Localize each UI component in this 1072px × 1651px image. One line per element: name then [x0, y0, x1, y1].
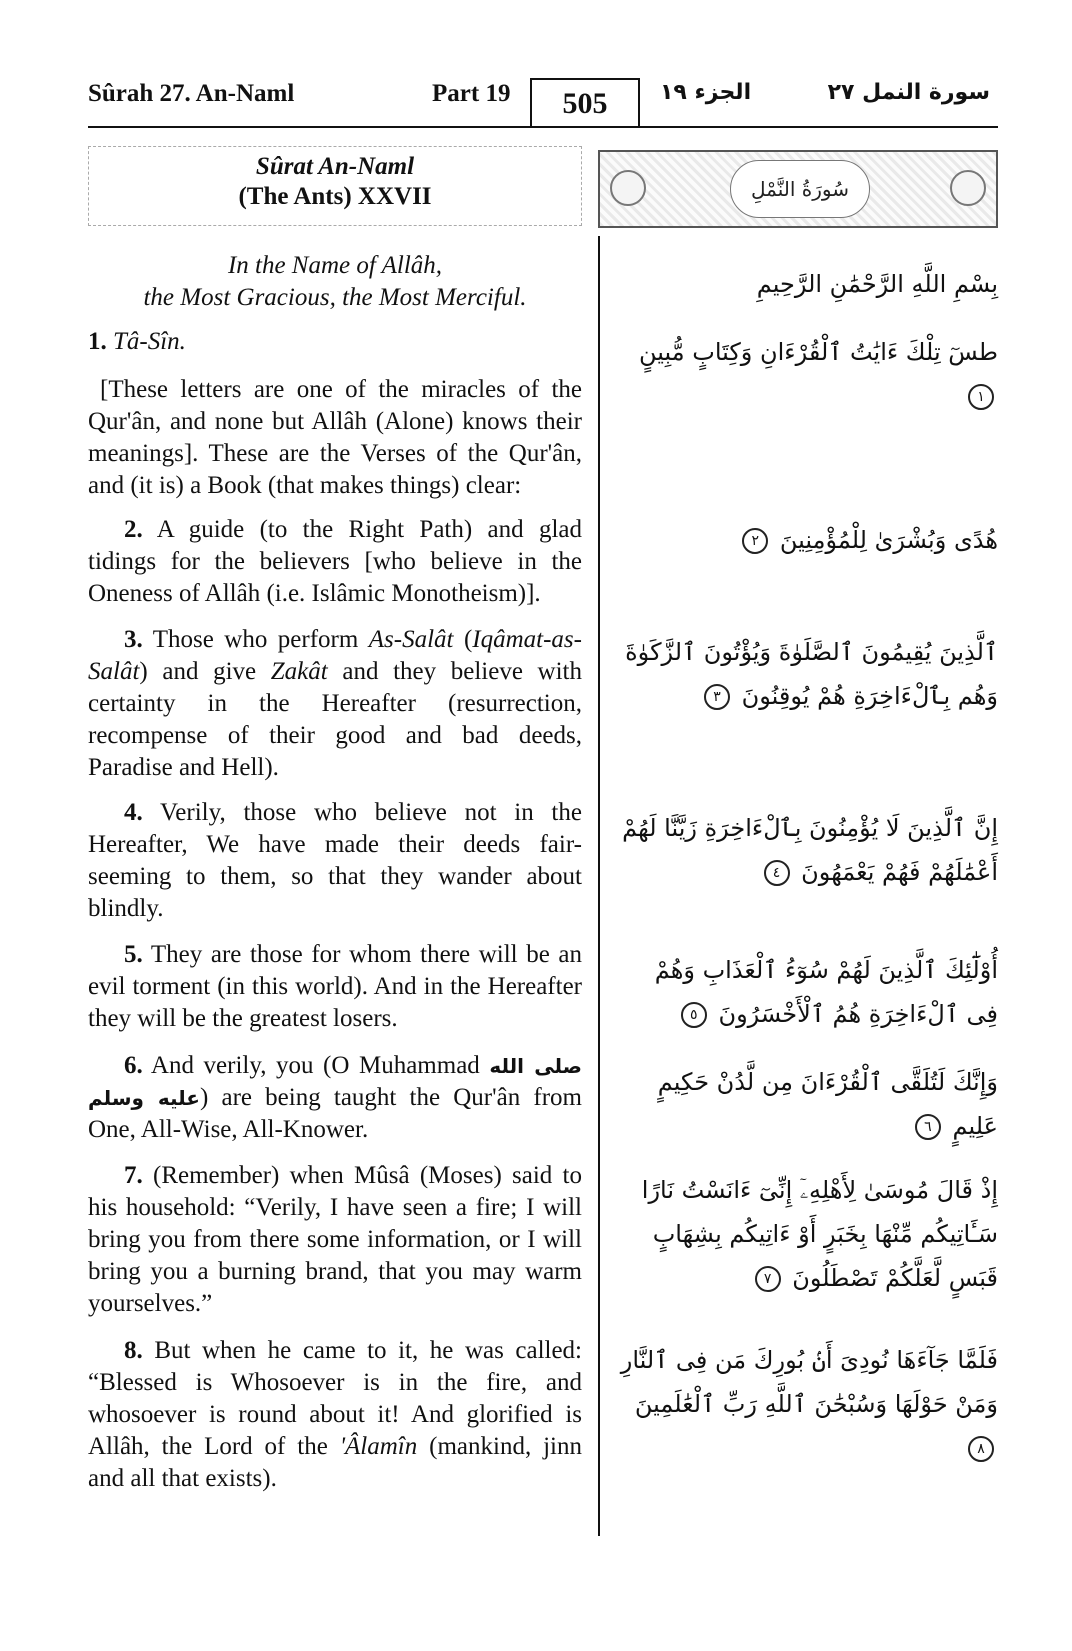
arabic-text: ٱلَّذِينَ يُقِيمُونَ ٱلصَّلَوٰةَ وَيُؤْتُونَ ٱلزَّكَوٰةَ وَهُم بِٱلْءَاخِرَةِ هُمْ يُوقِنُونَ: [625, 638, 998, 710]
basmala-line-1: In the Name of Allâh,: [227, 252, 443, 279]
arabic-text: أُوْلَٰٓئِكَ ٱلَّذِينَ لَهُمْ سُوٓءُ ٱلْعَذَابِ وَهُمْ فِى ٱلْءَاخِرَةِ هُمُ ٱلْأَخْسَرُونَ: [654, 956, 998, 1028]
ayah-end-marker-icon: ٦: [915, 1114, 941, 1140]
verse-text: But when he came to it, he was called: “Blessed is Whosoever is in the fire, and whosoever is round about it! And glorified is Allâh, the Lord of the: [88, 1337, 583, 1460]
verse-7-english: [88, 1160, 582, 1320]
arabic-text: فَلَمَّا جَآءَهَا نُودِىَ أَنۢ بُورِكَ مَن فِى ٱلنَّارِ وَمَنْ حَوْلَهَا وَسُبْحَٰنَ ٱللَّهِ رَبِّ ٱلْعَٰلَمِينَ: [620, 1346, 998, 1418]
verse-number: 2.: [124, 516, 143, 543]
ornament-flower-icon: [950, 170, 986, 206]
basmala-arabic: بِسْمِ اللَّهِ الرَّحْمَٰنِ الرَّحِيمِ: [756, 270, 998, 298]
verse-number: 4.: [124, 799, 143, 826]
verse-text: Verily, those who believe not in the Hereafter, We have made their deeds fair-seeming to them, so that they wander about blindly.: [88, 799, 582, 922]
arabic-title-ornament: [598, 150, 998, 228]
arabic-surah-title: سُورَةُ النَّمْلِ: [730, 160, 870, 218]
verse-text: (mankind, jinn and all that exists).: [88, 1433, 582, 1492]
verse-text: A guide (to the Right Path) and glad tidings for the believers [who believe in the Oneness of Allâh (i.e. Islâmic Monotheism)].: [88, 516, 582, 607]
verse-text: Tâ-Sîn.: [113, 328, 186, 355]
verse-8-english: [88, 1335, 582, 1495]
ayah-end-marker-icon: ٢: [742, 528, 768, 554]
header-arabic-part: الجزء ١٩: [660, 80, 752, 105]
ayah-end-marker-icon: ٥: [681, 1002, 707, 1028]
verse-text: (: [453, 626, 473, 653]
verse-1-english: [88, 326, 582, 358]
header-rule: [88, 126, 998, 128]
verse-text-italic: Iqâmat-as-Salât: [88, 626, 582, 685]
verse-2-english: [88, 514, 582, 610]
arabic-text: طسٓ تِلْكَ ءَايَٰتُ ٱلْقُرْءَانِ وَكِتَابٍ مُّبِينٍ: [638, 338, 998, 366]
verse-4-english: [88, 797, 582, 925]
arabic-text: إِنَّ ٱلَّذِينَ لَا يُؤْمِنُونَ بِٱلْءَاخِرَةِ زَيَّنَّا لَهُمْ أَعْمَٰلَهُمْ فَهُمْ يَعْمَهُونَ: [622, 814, 998, 886]
verse-number: 6.: [124, 1052, 143, 1079]
verse-number: 1.: [88, 328, 107, 355]
verse-6-english: [88, 1050, 582, 1146]
surah-title-translation: (The Ants) XXVII: [238, 183, 432, 210]
verse-text: and they believe with certainty in the Hereafter (resurrection, recompense of their good and bad deeds, Paradise and Hell).: [88, 658, 583, 781]
verse-1-note: [These letters are one of the miracles of the Qur'ân, and none but Allâh (Alone) knows their meanings]. These are the Verses of the Qur'ân, and (it is) a Book (that makes things) clear:: [88, 376, 582, 499]
verse-number: 7.: [124, 1162, 143, 1189]
verse-4-arabic: [620, 806, 998, 894]
verse-3-english: [88, 624, 582, 784]
verse-text-italic: As-Salât: [368, 626, 454, 653]
verse-text: They are those for whom there will be an evil torment (in this world). And in the Hereafter they will be the greatest losers.: [88, 941, 582, 1032]
header-surah-title: Sûrah 27. An-Naml: [88, 80, 295, 107]
verse-7-arabic: [620, 1168, 998, 1300]
surah-title-box: [88, 146, 582, 226]
verse-number: 5.: [124, 941, 143, 968]
verse-text-italic: 'Âlamîn: [339, 1433, 418, 1460]
surah-title-transliteration: Sûrat An-Naml: [255, 153, 415, 180]
verse-5-arabic: [620, 948, 998, 1036]
ayah-end-marker-icon: ٨: [968, 1436, 994, 1462]
verse-text: ) and give: [139, 658, 271, 685]
verse-text: And verily, you (O Muhammad: [150, 1052, 490, 1079]
verse-text: ) are being taught the Qur'ân from One, All-Wise, All-Knower.: [88, 1084, 583, 1143]
ayah-end-marker-icon: ٤: [764, 860, 790, 886]
verse-8-arabic: [620, 1338, 998, 1470]
verse-text: (Remember) when Mûsâ (Moses) said to his household: “Verily, I have seen a fire; I will bring you from there some information, or I will bring you a burning brand, that you may warm yourselves.”: [88, 1162, 583, 1317]
arabic-text: هُدًى وَبُشْرَىٰ لِلْمُؤْمِنِينَ: [779, 526, 998, 554]
page-number: 505: [530, 78, 640, 128]
basmala-english: [88, 250, 582, 314]
arabic-text: إِذْ قَالَ مُوسَىٰ لِأَهْلِهِۦٓ إِنِّىٓ ءَانَسْتُ نَارًا سَـَٔاتِيكُم مِّنْهَا بِخَبَرٍ أَوْ ءَاتِيكُم بِشِهَابٍ قَبَسٍ لَّعَلَّكُمْ تَصْطَلُونَ: [641, 1176, 998, 1292]
verse-3-arabic: [620, 630, 998, 718]
verse-number: 3.: [124, 626, 143, 653]
verse-1-arabic: [620, 330, 998, 418]
basmala-line-2: the Most Gracious, the Most Merciful.: [143, 284, 527, 311]
ayah-end-marker-icon: ١: [968, 384, 994, 410]
ayah-end-marker-icon: ٣: [704, 684, 730, 710]
verse-6-arabic: [620, 1060, 998, 1148]
salutation-arabic: صلى الله عليه وسلم: [88, 1054, 582, 1110]
verse-text-italic: Zakât: [270, 658, 328, 685]
header-part: Part 19: [432, 80, 511, 107]
ornament-flower-icon: [610, 170, 646, 206]
verse-number: 8.: [124, 1337, 143, 1364]
column-divider: [598, 236, 600, 1536]
verse-5-english: [88, 939, 582, 1035]
ayah-end-marker-icon: ٧: [755, 1266, 781, 1292]
verse-text: Those who perform: [152, 626, 369, 653]
verse-2-arabic: [620, 518, 998, 562]
arabic-text: وَإِنَّكَ لَتُلَقَّى ٱلْقُرْءَانَ مِن لَّدُنْ حَكِيمٍ عَلِيمٍ: [657, 1068, 998, 1140]
header-arabic-surah: سورة النمل ٢٧: [827, 80, 990, 105]
